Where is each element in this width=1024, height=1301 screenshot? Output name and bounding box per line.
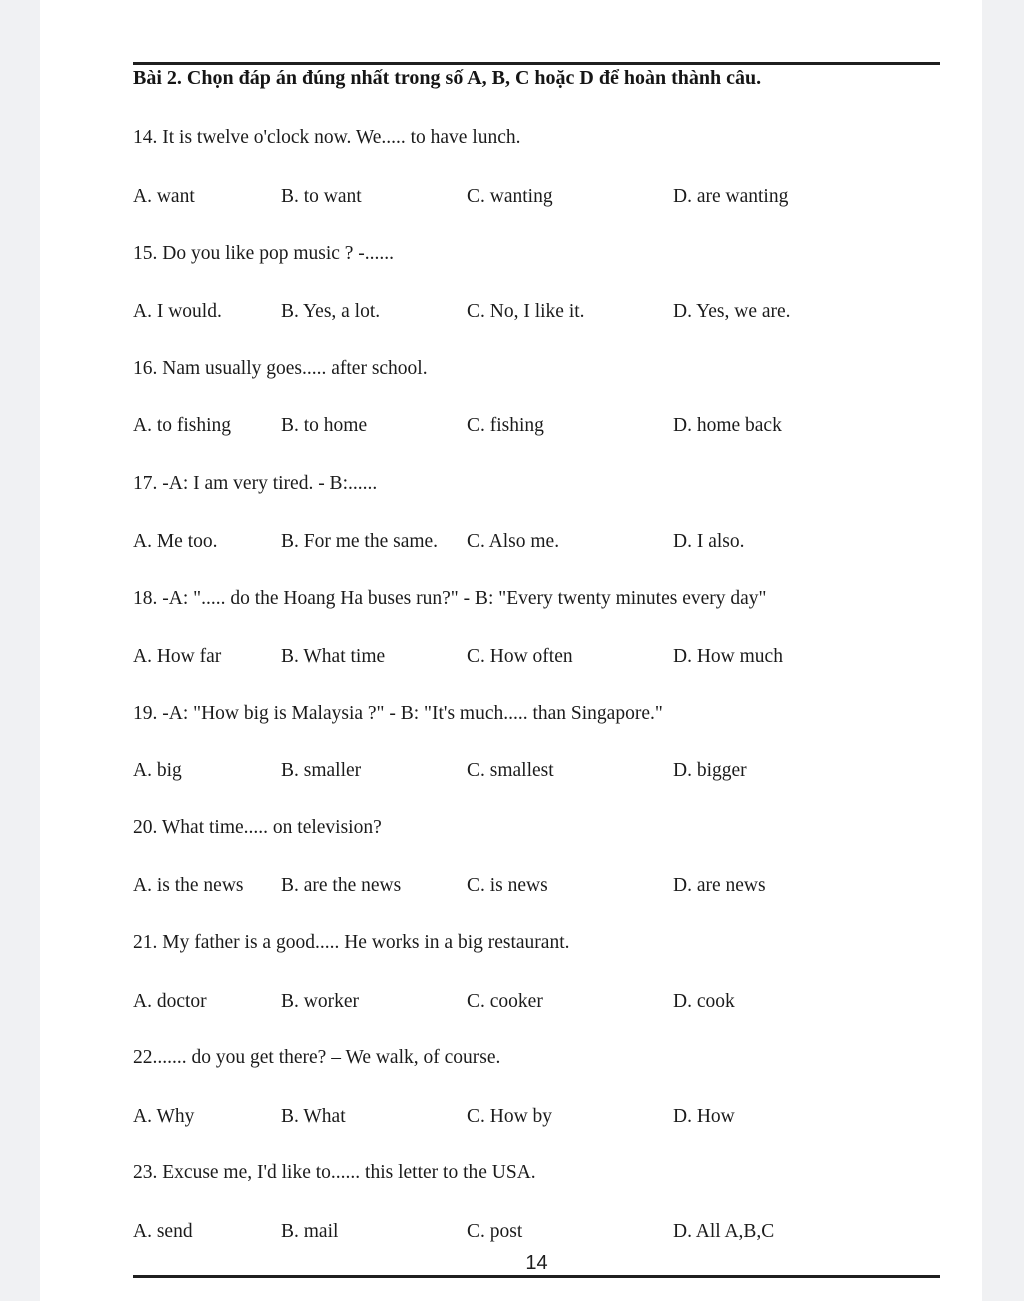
option-b: B. smaller: [281, 760, 362, 781]
option-c: C. Also me.: [467, 531, 560, 552]
option-c: C. is news: [467, 875, 548, 896]
question-18-text: 18. -A: "..... do the Hoang Ha buses run?" - B: "Every twenty minutes every day": [133, 588, 767, 609]
option-a: A. How far: [133, 646, 222, 667]
question-17-text: 17. -A: I am very tired. - B:......: [133, 473, 378, 494]
option-c: C. post: [467, 1221, 523, 1242]
question-15-text: 15. Do you like pop music ? -......: [133, 243, 395, 264]
question-22-options: [133, 1106, 940, 1127]
option-d: D. are wanting: [673, 186, 789, 207]
question-14-text: 14. It is twelve o'clock now. We..... to have lunch.: [133, 127, 521, 148]
option-b: B. Yes, a lot.: [281, 301, 381, 322]
option-b: B. mail: [281, 1221, 339, 1242]
question-21-options: [133, 991, 940, 1012]
question-17-options: [133, 531, 940, 552]
option-b: B. worker: [281, 991, 359, 1012]
option-d: D. bigger: [673, 760, 747, 781]
option-a: A. Why: [133, 1106, 195, 1127]
question-16-options: [133, 415, 940, 436]
option-c: C. How often: [467, 646, 573, 667]
option-c: C. cooker: [467, 991, 543, 1012]
question-18-options: [133, 646, 940, 667]
option-d: D. I also.: [673, 531, 745, 552]
option-a: A. to fishing: [133, 415, 232, 436]
option-b: B. What time: [281, 646, 386, 667]
option-b: B. to want: [281, 186, 362, 207]
question-21-text: 21. My father is a good..... He works in a big restaurant.: [133, 932, 570, 953]
option-a: A. big: [133, 760, 182, 781]
question-15-options: [133, 301, 940, 322]
option-d: D. cook: [673, 991, 735, 1012]
question-16-text: 16. Nam usually goes..... after school.: [133, 358, 428, 379]
top-rule: [133, 62, 940, 65]
option-c: C. How by: [467, 1106, 553, 1127]
option-a: A. I would.: [133, 301, 222, 322]
option-d: D. Yes, we are.: [673, 301, 791, 322]
question-23-options: [133, 1221, 940, 1242]
page-number: 14: [525, 1252, 548, 1274]
question-20-text: 20. What time..... on television?: [133, 817, 382, 838]
option-d: D. All A,B,C: [673, 1221, 775, 1242]
option-c: C. No, I like it.: [467, 301, 585, 322]
option-a: A. is the news: [133, 875, 244, 896]
option-c: C. fishing: [467, 415, 544, 436]
option-a: A. Me too.: [133, 531, 218, 552]
question-14-options: [133, 186, 940, 207]
option-d: D. How: [673, 1106, 735, 1127]
document-page: [40, 0, 982, 1301]
option-b: B. are the news: [281, 875, 402, 896]
question-23-text: 23. Excuse me, I'd like to...... this letter to the USA.: [133, 1162, 536, 1183]
page-content: [133, 0, 940, 1301]
option-d: D. How much: [673, 646, 783, 667]
bottom-rule: [133, 1275, 940, 1278]
option-b: B. What: [281, 1106, 346, 1127]
question-19-options: [133, 760, 940, 781]
option-a: A. doctor: [133, 991, 207, 1012]
option-b: B. For me the same.: [281, 531, 439, 552]
option-b: B. to home: [281, 415, 368, 436]
option-a: A. want: [133, 186, 195, 207]
question-22-text: 22....... do you get there? – We walk, of course.: [133, 1047, 501, 1068]
option-d: D. are news: [673, 875, 766, 896]
question-19-text: 19. -A: "How big is Malaysia ?" - B: "It's much..... than Singapore.": [133, 703, 663, 724]
section-title: Bài 2. Chọn đáp án đúng nhất trong số A, B, C hoặc D để hoàn thành câu.: [133, 67, 762, 89]
option-d: D. home back: [673, 415, 782, 436]
option-c: C. smallest: [467, 760, 554, 781]
option-c: C. wanting: [467, 186, 553, 207]
question-20-options: [133, 875, 940, 896]
option-a: A. send: [133, 1221, 193, 1242]
